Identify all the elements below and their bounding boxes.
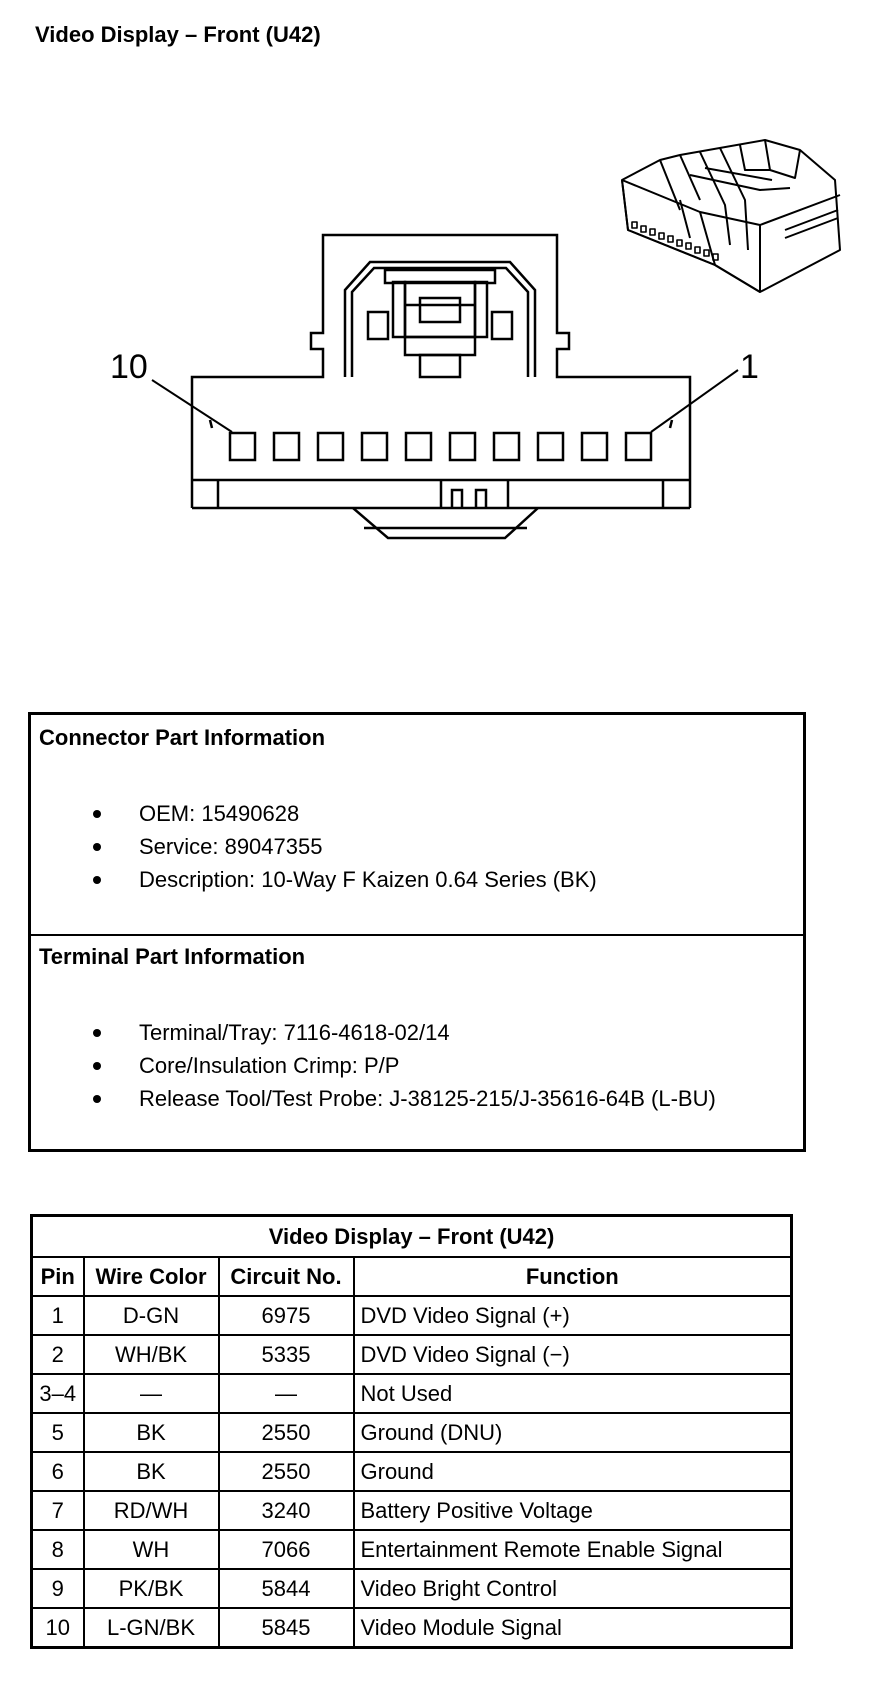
cavity-1 [626, 433, 651, 460]
circuit-cell: 3240 [219, 1491, 354, 1530]
pin-cell: 2 [32, 1335, 84, 1374]
part-info-box [28, 712, 806, 1152]
pin-cell: 10 [32, 1608, 84, 1648]
terminal-info-heading: Terminal Part Information [39, 944, 306, 969]
connector-diagram [0, 0, 880, 640]
pin-cell: 6 [32, 1452, 84, 1491]
function-cell: Not Used [354, 1374, 792, 1413]
wire-color-cell: WH/BK [84, 1335, 219, 1374]
cavity-7 [362, 433, 387, 460]
function-cell: DVD Video Signal (−) [354, 1335, 792, 1374]
pin-cell: 8 [32, 1530, 84, 1569]
page-title: Video Display – Front (U42) [35, 22, 321, 47]
table-header-row [32, 1257, 792, 1296]
wire-color-cell: — [84, 1374, 219, 1413]
pin-cell: 7 [32, 1491, 84, 1530]
circuit-cell: 2550 [219, 1452, 354, 1491]
table-row [32, 1452, 792, 1491]
bullet-icon [93, 1095, 101, 1103]
table-row [32, 1569, 792, 1608]
cavity-2 [582, 433, 607, 460]
wire-color-cell: RD/WH [84, 1491, 219, 1530]
col-header-wire-color: Wire Color [84, 1257, 219, 1296]
pin-cell: 3–4 [32, 1374, 84, 1413]
table-title-row [32, 1216, 792, 1258]
pin-cavities [230, 433, 651, 460]
wire-color-cell: PK/BK [84, 1569, 219, 1608]
circuit-cell: 2550 [219, 1413, 354, 1452]
function-cell: Ground (DNU) [354, 1413, 792, 1452]
circuit-cell: 6975 [219, 1296, 354, 1335]
cavity-6 [406, 433, 431, 460]
wire-color-cell: WH [84, 1530, 219, 1569]
function-cell: Battery Positive Voltage [354, 1491, 792, 1530]
pin-cell: 9 [32, 1569, 84, 1608]
pin-label-left: 10 [110, 348, 148, 386]
cavity-3 [538, 433, 563, 460]
col-header-function: Function [354, 1257, 792, 1296]
function-cell: Video Module Signal [354, 1608, 792, 1648]
terminal-part-info: Terminal Part Information Terminal/Tray: 7116-4618-02/14 Core/Insulation Crimp: P/P Release Tool/Test Probe: J-38125-215/J-35616-64B (L-BU) [39, 944, 716, 1111]
table-row [32, 1335, 792, 1374]
wire-color-cell: L-GN/BK [84, 1608, 219, 1648]
table-row [32, 1608, 792, 1648]
connector-isometric-view [622, 140, 840, 292]
table-title: Video Display – Front (U42) [32, 1216, 792, 1258]
circuit-cell: — [219, 1374, 354, 1413]
bullet-icon [93, 1029, 101, 1037]
col-header-pin: Pin [32, 1257, 84, 1296]
cavity-4 [494, 433, 519, 460]
function-cell: Ground [354, 1452, 792, 1491]
connector-info-heading: Connector Part Information [39, 725, 326, 750]
cavity-10 [230, 433, 255, 460]
circuit-cell: 5844 [219, 1569, 354, 1608]
table-row [32, 1413, 792, 1452]
pin-cell: 1 [32, 1296, 84, 1335]
function-cell: Entertainment Remote Enable Signal [354, 1530, 792, 1569]
cavity-5 [450, 433, 475, 460]
table-row [32, 1374, 792, 1413]
circuit-cell: 5335 [219, 1335, 354, 1374]
cavity-8 [318, 433, 343, 460]
pin-leaders [152, 370, 738, 432]
table-row [32, 1296, 792, 1335]
pin-label-right: 1 [740, 348, 759, 386]
function-cell: Video Bright Control [354, 1569, 792, 1608]
wire-color-cell: BK [84, 1452, 219, 1491]
pin-cell: 5 [32, 1413, 84, 1452]
bullet-icon [93, 1062, 101, 1070]
connector-front-view [192, 235, 690, 538]
bullet-icon [93, 810, 101, 818]
wire-color-cell: D-GN [84, 1296, 219, 1335]
table-row [32, 1491, 792, 1530]
bullet-icon [93, 843, 101, 851]
table-row [32, 1530, 792, 1569]
wire-color-cell: BK [84, 1413, 219, 1452]
col-header-circuit: Circuit No. [219, 1257, 354, 1296]
cavity-9 [274, 433, 299, 460]
function-cell: DVD Video Signal (+) [354, 1296, 792, 1335]
circuit-cell: 5845 [219, 1608, 354, 1648]
circuit-cell: 7066 [219, 1530, 354, 1569]
connector-part-info: Connector Part Information OEM: 15490628 Service: 89047355 Description: 10-Way F Kaizen 0.64 Series (BK) [31, 715, 803, 936]
bullet-icon [93, 876, 101, 884]
pin-table [30, 1214, 793, 1649]
